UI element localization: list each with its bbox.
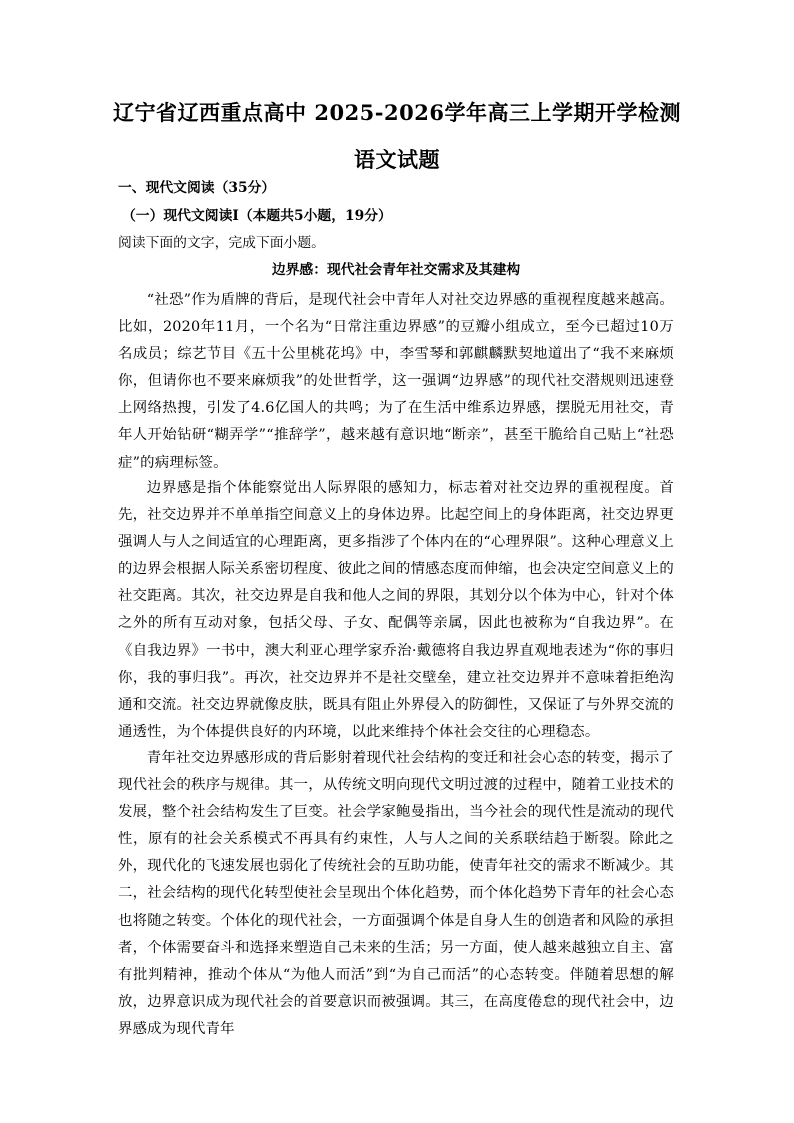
reading-instruction: 阅读下面的文字，完成下面小题。 bbox=[118, 235, 325, 251]
article-paragraph-1: “社恐”作为盾牌的背后，是现代社会中青年人对社交边界感的重视程度越来越高。比如，2020年11月，一个名为“日常注重边界感”的豆瓣小组成立，至今已超过10万名成员；综艺节目《五十公里桃花坞》中，李雪琴和郭麒麟默契地道出了“我不来麻烦你，但请你也不要来麻烦我”的处世哲学，这一强调“边界感”的现代社交潜规则迅速登上网络热搜，引发了4.6亿国人的共鸣；为了在生活中维系边界感，摆脱无用社交，青年人开始钻研“糊弄学”“推辞学”，越来越有意识地“断亲”，甚至干脆给自己贴上“社恐症”的病理标签。 bbox=[118, 292, 674, 471]
article-paragraph-3: 青年社交边界感形成的背后影射着现代社会结构的变迁和社会心态的转变，揭示了现代社会的秩序与规律。其一，从传统文明向现代文明过渡的过程中，随着工业技术的发展，整个社会结构发生了巨变。社会学家鲍曼指出，当今社会的现代性是流动的现代性，原有的社会关系模式不再具有约束性，人与人之间的关系联结趋于断裂。除此之外，现代化的飞速发展也弱化了传统社会的互助功能，使青年社交的需求不断减少。其二，社会结构的现代化转型使社会呈现出个体化趋势，而个体化趋势下青年的社会心态也将随之转变。个体化的现代社会，一方面强调个体是自身人生的创造者和风险的承担者，个体需要奋斗和选择来塑造自己未来的生活；另一方面，使人越来越独立自主、富有批判精神，推动个体从“为他人而活”到“为自己而活”的心态转变。伴随着思想的解放，边界意识成为现代社会的首要意识而被强调。其三，在高度倦怠的现代社会中，边界感成为现代青年 bbox=[118, 750, 674, 1037]
document-title: 辽宁省辽西重点高中 2025-2026学年高三上学期开学检测 bbox=[113, 100, 681, 125]
section-heading: 一、现代文阅读（35分） bbox=[118, 180, 276, 196]
document-subtitle: 语文试题 bbox=[354, 147, 440, 172]
article-title: 边界感：现代社会青年社交需求及其建构 bbox=[271, 262, 521, 278]
section-subheading: （一）现代文阅读Ⅰ（本题共5小题，19分） bbox=[122, 208, 392, 224]
article-paragraph-2: 边界感是指个体能察觉出人际界限的感知力，标志着对社交边界的重视程度。首先，社交边界并不单单指空间意义上的身体边界。比起空间上的身体距离，社交边界更强调人与人之间适宜的心理距离，更多指涉了个体内在的“心理界限”。这种心理意义上的边界会根据人际关系密切程度、彼此之间的情感态度而伸缩，也会决定空间意义上的社交距离。其次，社交边界是自我和他人之间的界限，其划分以个体为中心，针对个体之外的所有互动对象，包括父母、子女、配偶等亲属，因此也被称为“自我边界”。在《自我边界》一书中，澳大利亚心理学家乔治·戴德将自我边界直观地表述为“你的事归你，我的事归我”。再次，社交边界并不是社交壁垒，建立社交边界并不意味着拒绝沟通和交流。社交边界就像皮肤，既具有阻止外界侵入的防御性，又保证了与外界交流的通透性，为个体提供良好的内环境，以此来维持个体社会交往的心理稳态。 bbox=[118, 480, 674, 740]
